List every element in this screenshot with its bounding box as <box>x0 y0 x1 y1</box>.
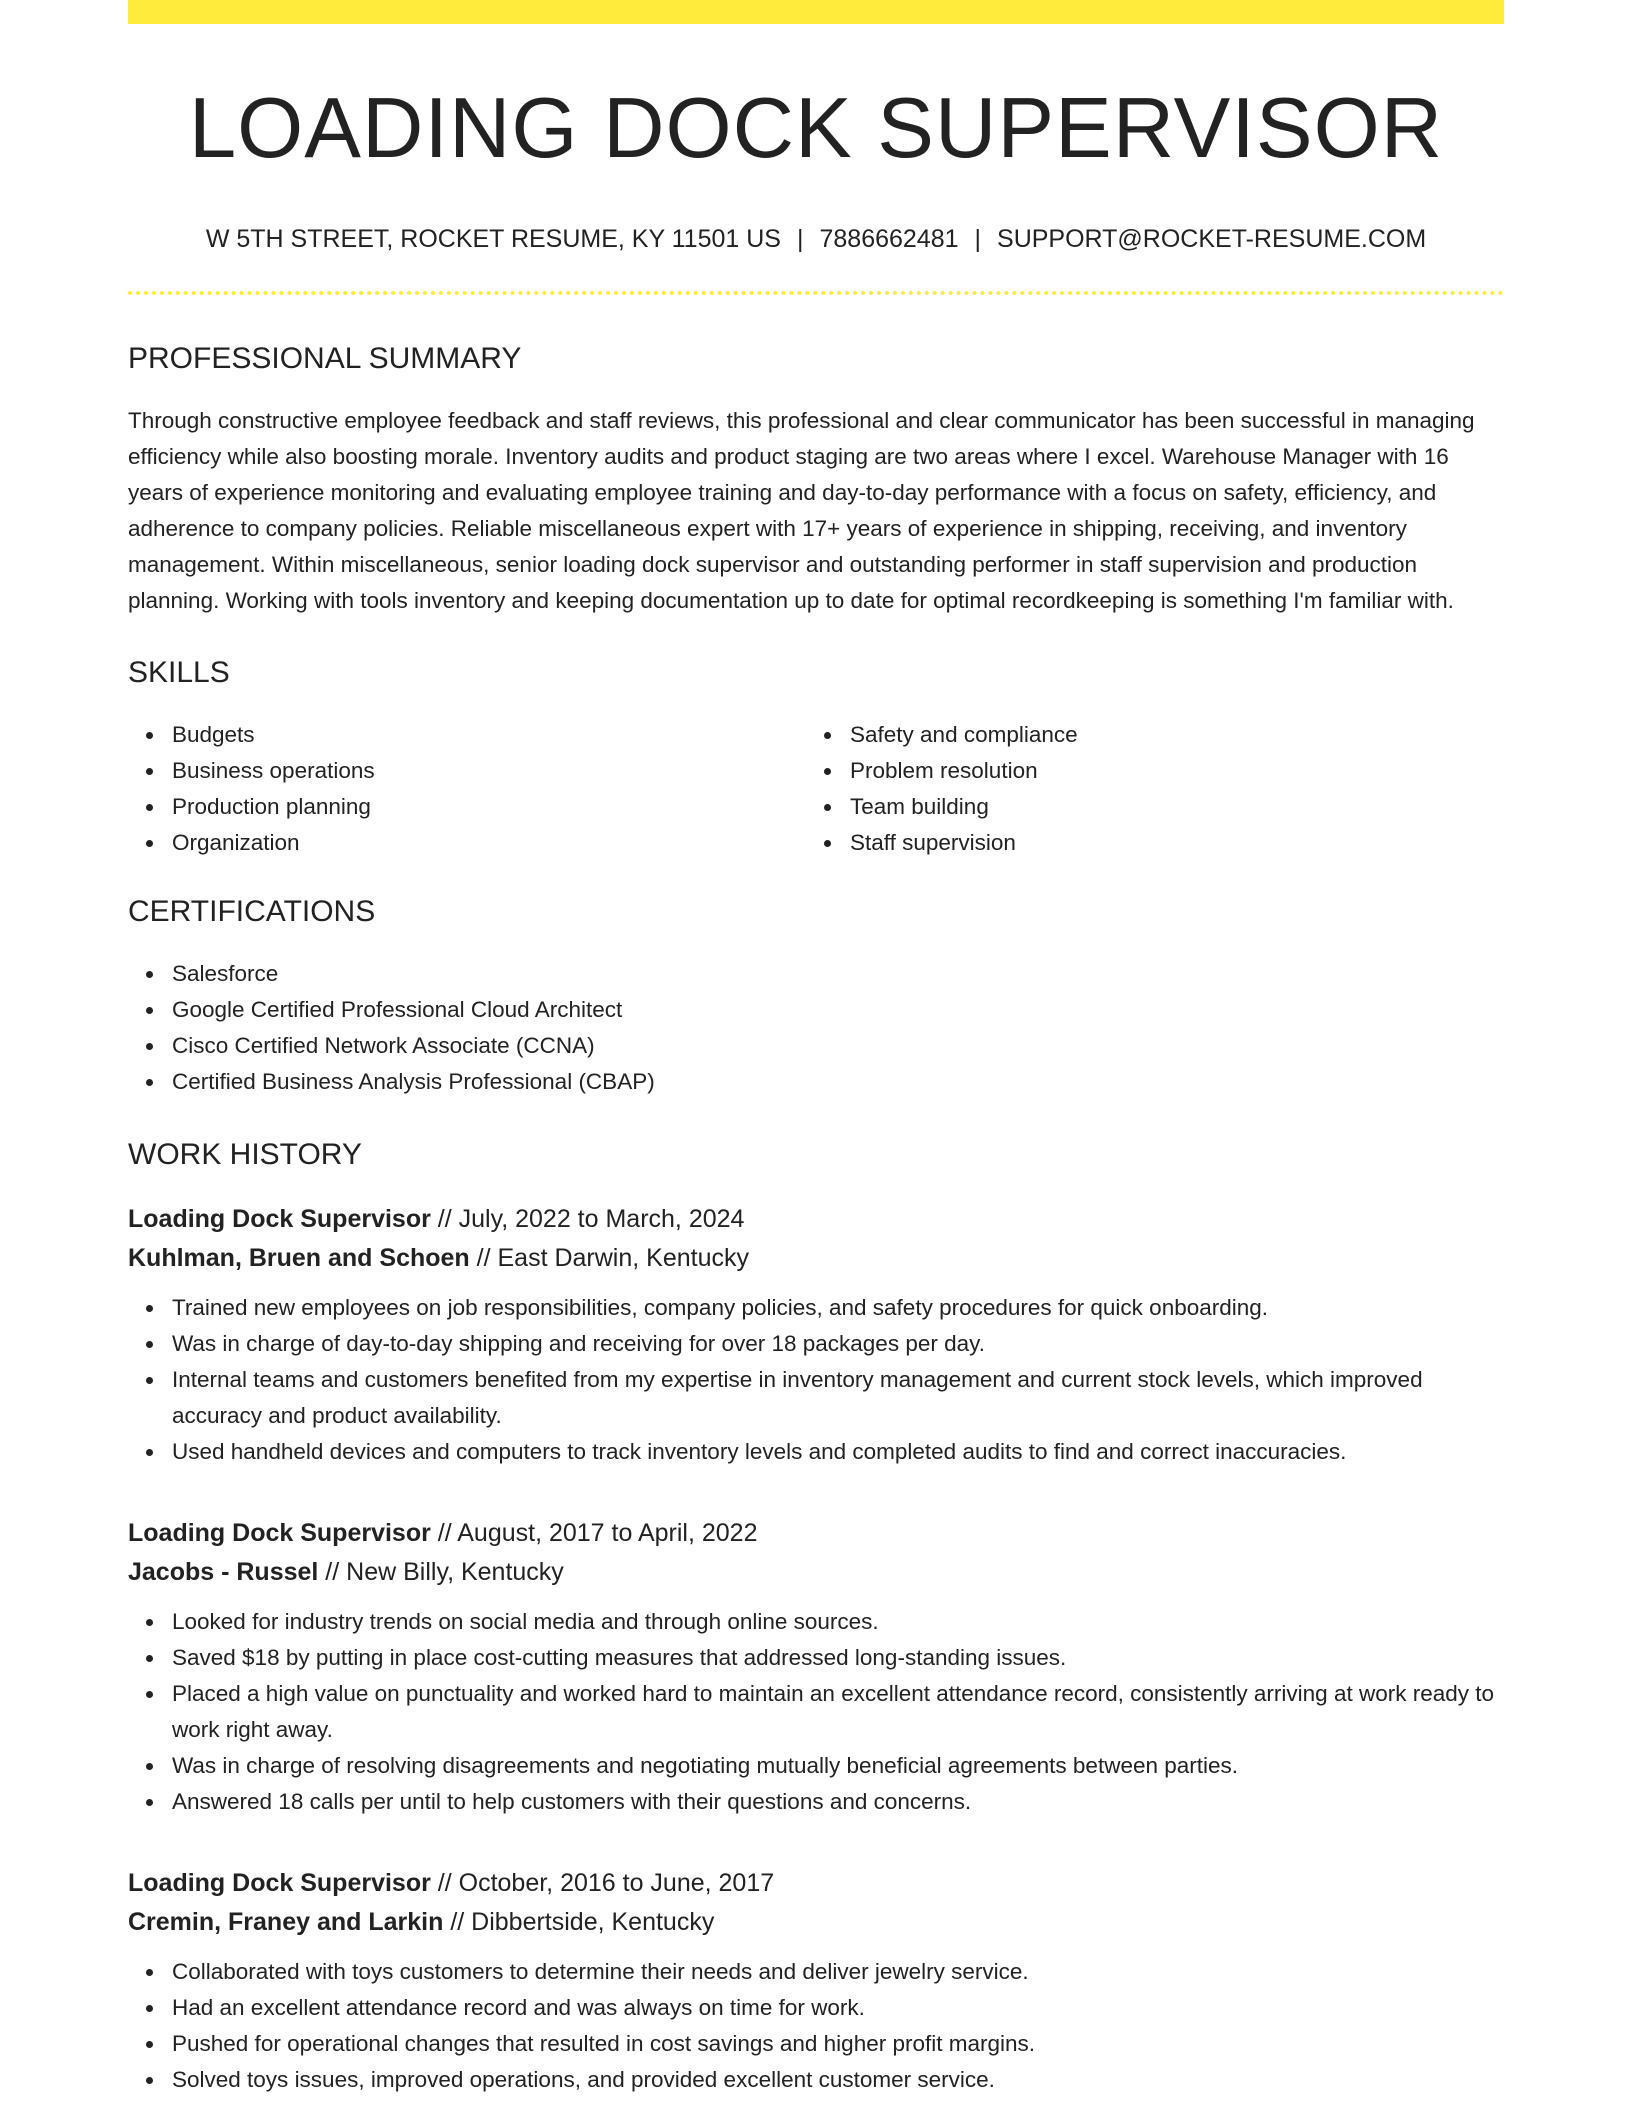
certification-item: Google Certified Professional Cloud Architect <box>128 992 1504 1028</box>
skill-item: Staff supervision <box>806 825 1484 861</box>
job-title-line <box>128 1200 1504 1239</box>
job-bullet: Used handheld devices and computers to track inventory levels and completed audits to find and correct inaccuracies. <box>128 1434 1504 1470</box>
skill-item: Business operations <box>128 753 806 789</box>
contact-address: W 5TH STREET, ROCKET RESUME, KY 11501 US <box>205 225 781 253</box>
job-company-line <box>128 1239 1504 1278</box>
contact-phone: 7886662481 <box>819 225 959 253</box>
job-bullet: Placed a high value on punctuality and worked hard to maintain an excellent attendance record, consistently arriving at work ready to work right away. <box>128 1676 1504 1748</box>
job-bullets <box>128 1290 1504 1470</box>
skills-section <box>128 658 1504 861</box>
job-entry <box>128 1514 1504 1820</box>
certifications-list <box>128 956 1504 1100</box>
job-title-line <box>128 1514 1504 1553</box>
job-company-line <box>128 1903 1504 1942</box>
skill-item: Team building <box>806 789 1484 825</box>
job-bullet: Looked for industry trends on social media and through online sources. <box>128 1604 1504 1640</box>
job-title: Loading Dock Supervisor <box>128 1869 431 1897</box>
job-bullet: Was in charge of resolving disagreements and negotiating mutually beneficial agreements between parties. <box>128 1748 1504 1784</box>
job-bullets <box>128 1604 1504 1820</box>
job-entry <box>128 1864 1504 2098</box>
skill-item: Organization <box>128 825 806 861</box>
certification-item: Certified Business Analysis Professional (CBAP) <box>128 1064 1504 1100</box>
skill-item: Problem resolution <box>806 753 1484 789</box>
skill-item: Safety and compliance <box>806 717 1484 753</box>
summary-heading: PROFESSIONAL SUMMARY <box>128 342 522 375</box>
job-bullet: Trained new employees on job responsibilities, company policies, and safety procedures for quick onboarding. <box>128 1290 1504 1326</box>
job-bullet: Saved $18 by putting in place cost-cutting measures that addressed long-standing issues. <box>128 1640 1504 1676</box>
job-bullet: Had an excellent attendance record and was always on time for work. <box>128 1990 1504 2026</box>
skills-column-left <box>128 717 806 861</box>
job-bullet: Solved toys issues, improved operations, and provided excellent customer service. <box>128 2062 1504 2098</box>
dotted-divider <box>128 291 1504 295</box>
skills-grid <box>128 717 1504 861</box>
summary-section <box>128 344 1504 619</box>
job-bullet: Was in charge of day-to-day shipping and receiving for over 18 packages per day. <box>128 1326 1504 1362</box>
job-company: Kuhlman, Bruen and Schoen <box>128 1244 470 1272</box>
job-bullet: Answered 18 calls per until to help customers with their questions and concerns. <box>128 1784 1504 1820</box>
job-dates: // August, 2017 to April, 2022 <box>430 1519 758 1547</box>
job-bullet: Internal teams and customers benefited from my expertise in inventory management and current stock levels, which improved accuracy and product availability. <box>128 1362 1504 1434</box>
job-location: // New Billy, Kentucky <box>318 1558 564 1586</box>
top-accent-bar <box>128 0 1504 24</box>
job-dates: // July, 2022 to March, 2024 <box>430 1205 745 1233</box>
job-location: // Dibbertside, Kentucky <box>443 1908 715 1936</box>
work-history-heading: WORK HISTORY <box>128 1138 362 1171</box>
resume-title: LOADING DOCK SUPERVISOR <box>188 81 1444 176</box>
certifications-section <box>128 897 1504 1100</box>
job-bullet: Pushed for operational changes that resulted in cost savings and higher profit margins. <box>128 2026 1504 2062</box>
job-title: Loading Dock Supervisor <box>128 1519 431 1547</box>
skills-heading: SKILLS <box>128 656 230 689</box>
work-history-section <box>128 1140 1504 2098</box>
job-entry <box>128 1200 1504 1470</box>
job-company-line <box>128 1553 1504 1592</box>
certification-item: Salesforce <box>128 956 1504 992</box>
skill-item: Production planning <box>128 789 806 825</box>
summary-text: Through constructive employee feedback and staff reviews, this professional and clear communicator has been successful in managing efficiency while also boosting morale. Inventory audits and product staging are two areas where I excel. Warehouse Manager with 16 years of experience monitoring and evaluating employee training and day-to-day performance with a focus on safety, efficiency, and adherence to company policies. Reliable miscellaneous expert with 17+ years of experience in shipping, receiving, and inventory management. Within miscellaneous, senior loading dock supervisor and outstanding performer in staff supervision and production planning. Working with tools inventory and keeping documentation up to date for optimal recordkeeping is something I'm familiar with. <box>128 408 1475 613</box>
certification-item: Cisco Certified Network Associate (CCNA) <box>128 1028 1504 1064</box>
job-company: Jacobs - Russel <box>128 1558 319 1586</box>
contact-line <box>128 227 1504 252</box>
skills-column-right <box>806 717 1484 861</box>
job-company: Cremin, Franey and Larkin <box>128 1908 444 1936</box>
job-title-line <box>128 1864 1504 1903</box>
job-bullet: Collaborated with toys customers to determine their needs and deliver jewelry service. <box>128 1954 1504 1990</box>
certifications-heading: CERTIFICATIONS <box>128 895 376 928</box>
job-dates: // October, 2016 to June, 2017 <box>430 1869 775 1897</box>
contact-separator: | <box>974 225 982 253</box>
contact-separator: | <box>796 225 804 253</box>
skill-item: Budgets <box>128 717 806 753</box>
contact-email: SUPPORT@ROCKET-RESUME.COM <box>997 225 1427 253</box>
job-title: Loading Dock Supervisor <box>128 1205 431 1233</box>
resume-page <box>128 0 1504 2112</box>
job-location: // East Darwin, Kentucky <box>469 1244 749 1272</box>
job-bullets <box>128 1954 1504 2098</box>
